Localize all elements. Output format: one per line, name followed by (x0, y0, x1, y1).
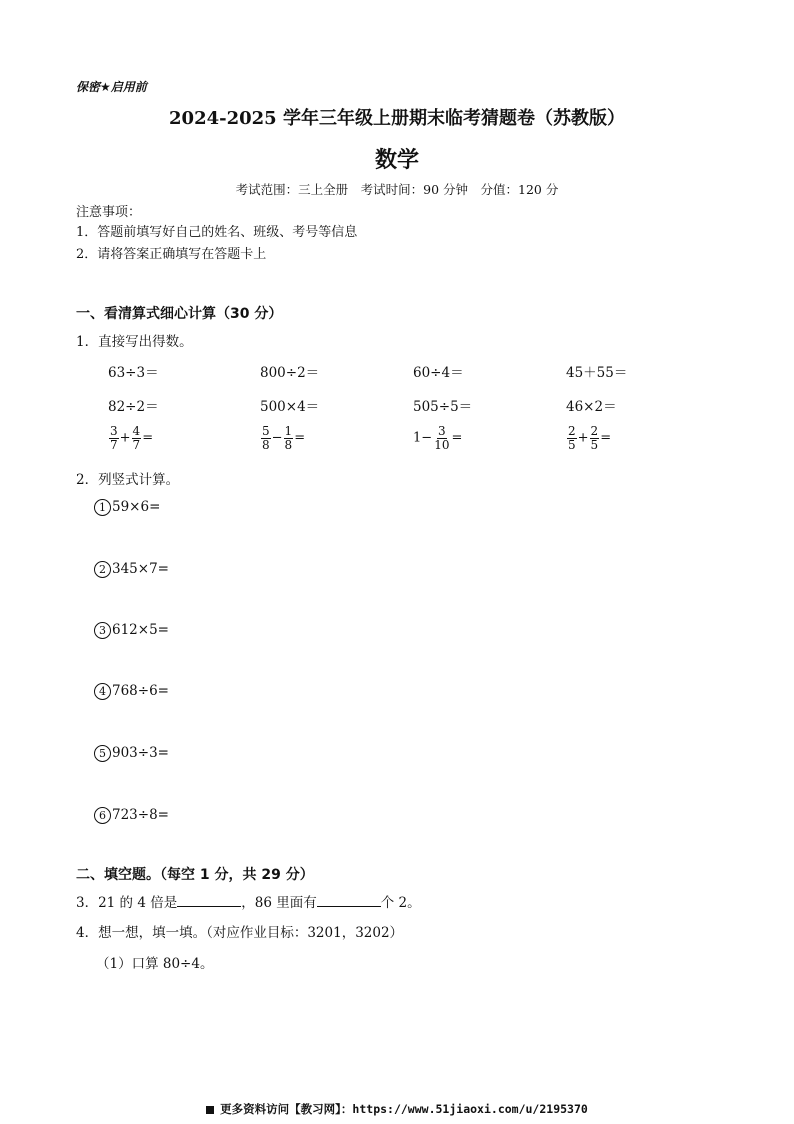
oral-calc: 82÷2＝ (108, 399, 159, 415)
oral-calc: 63÷3＝ (108, 365, 159, 381)
footer-link[interactable]: 更多资料访问【教习网】：https://www.51jiaoxi.com/u/2195370 (0, 1101, 794, 1117)
fraction: $\frac{5}{8}$ (262, 424, 270, 452)
fraction-calc: $\frac{5}{8}$ − $\frac{1}{8}$ = (262, 424, 306, 452)
fill-blank-question: 3．21 的 4 倍是 ，86 里面有 个 2。 (76, 895, 421, 911)
oral-calc: 505÷5＝ (413, 399, 473, 415)
fraction: $\frac{1}{8}$ (284, 424, 293, 452)
fraction: $\frac{3}{7}$ (110, 424, 118, 452)
vertical-calc: 4 768÷6= (94, 683, 169, 700)
section-heading: 一、看清算式细心计算（30 分） (76, 306, 283, 322)
exam-meta: 考试范围：三上全册 考试时间：90 分钟 分值：120 分 (235, 182, 559, 197)
fraction: $\frac{2}{5}$ (590, 424, 599, 452)
vertical-calc: 3 612×5= (94, 622, 169, 639)
vertical-calc: 5 903÷3= (94, 745, 169, 762)
oral-calc: 800÷2＝ (260, 365, 320, 381)
vertical-calc: 1 59×6= (94, 499, 160, 516)
circled-number: 6 (94, 807, 111, 824)
note-item: 1．答题前填写好自己的姓名、班级、考号等信息 (76, 225, 358, 240)
fraction: $\frac{3}{10}$ (434, 424, 450, 452)
fraction-calc: $\frac{3}{7}$ + $\frac{4}{7}$ = (110, 424, 154, 452)
flag-icon (206, 1106, 214, 1114)
subject-title: 数学 (374, 148, 419, 173)
oral-calc: 60÷4＝ (413, 365, 464, 381)
fraction: $\frac{4}{7}$ (132, 424, 141, 452)
question-label: 1．直接写出得数。 (76, 334, 193, 350)
circled-number: 5 (94, 745, 111, 762)
vertical-calc: 2 345×7= (94, 561, 169, 578)
question-label: 2．列竖式计算。 (76, 472, 180, 488)
answer-blank[interactable] (317, 894, 381, 907)
oral-calc: 46×2＝ (566, 399, 617, 415)
answer-blank[interactable] (177, 894, 241, 907)
confidential-label: 保密★启用前 (76, 80, 147, 94)
notes-heading: 注意事项： (76, 205, 142, 220)
circled-number: 1 (94, 499, 111, 516)
question-label: 4．想一想，填一填。（对应作业目标：3201，3202） (76, 925, 404, 941)
oral-calc: 45＋55＝ (566, 365, 628, 381)
exam-title: 2024-2025 学年三年级上册期末临考猜题卷（苏教版） (169, 108, 625, 129)
sub-question: （1）口算 80÷4。 (96, 956, 214, 972)
fraction-calc: 1− $\frac{3}{10}$ = (413, 424, 463, 452)
fraction-calc: $\frac{2}{5}$ + $\frac{2}{5}$ = (568, 424, 612, 452)
circled-number: 4 (94, 683, 111, 700)
note-item: 2．请将答案正确填写在答题卡上 (76, 247, 267, 262)
circled-number: 3 (94, 622, 111, 639)
oral-calc: 500×4＝ (260, 399, 320, 415)
circled-number: 2 (94, 561, 111, 578)
section-heading: 二、填空题。（每空 1 分，共 29 分） (76, 867, 314, 883)
vertical-calc: 6 723÷8= (94, 807, 169, 824)
fraction: $\frac{2}{5}$ (568, 424, 576, 452)
